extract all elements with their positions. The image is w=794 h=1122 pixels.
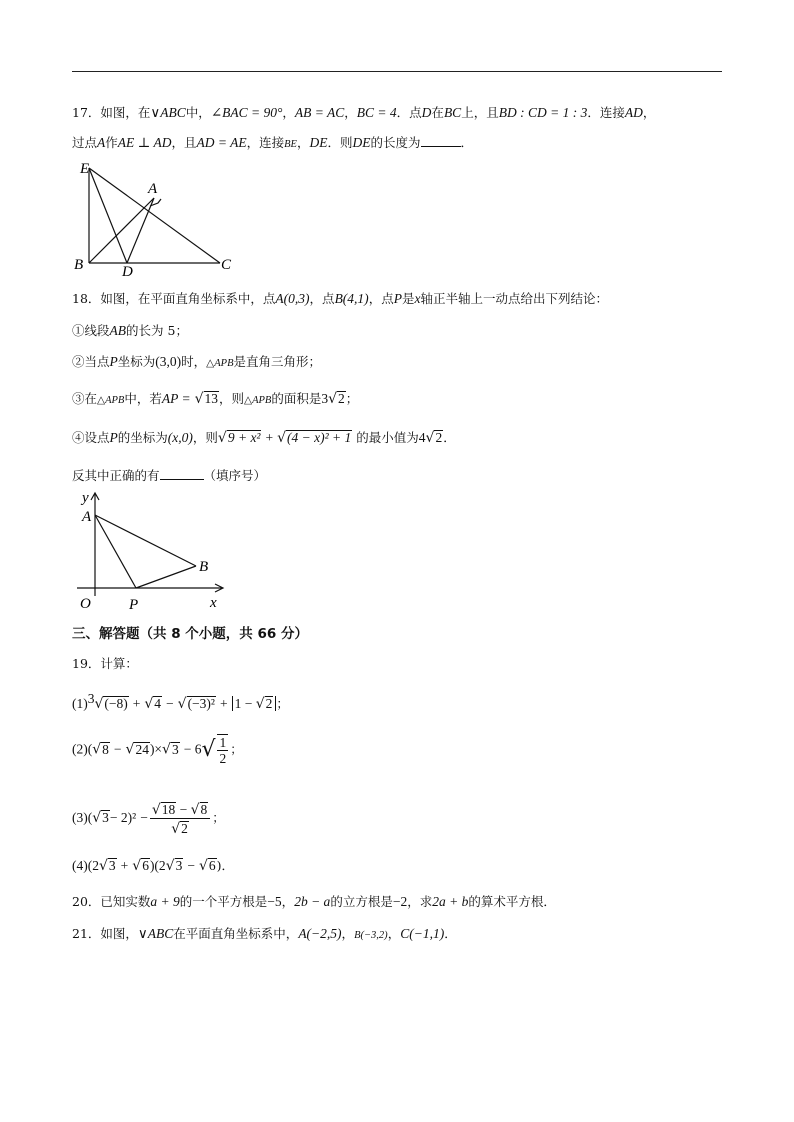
segment-AB: [95, 515, 196, 566]
label-E: E: [80, 161, 90, 177]
segment-PB: [136, 566, 196, 588]
label-A: A: [148, 181, 158, 197]
q18-question: 反其中正确的有 （填序号）: [72, 468, 267, 483]
label-A: A: [82, 509, 92, 525]
q19-part4: (4)(2√3 + √6)(2√3 − √6)．: [72, 858, 235, 874]
q17-line2: 过点A作AE ⊥ AD，且AD = AE，连接BE，DE．则DE的长度为 ．: [72, 135, 474, 150]
label-B: B: [199, 559, 209, 575]
q19-part1: $(1)^3√(-8) + √4 - √(-3)^2 + 1 - √2$ ；: [72, 691, 289, 713]
section-title: 三、解答题（共 8 个小题，共 66 分）: [72, 626, 308, 642]
q19-part2: (2)(√8 − √24)×√3 − 6√ $\frac{1}{2}$ ；: [72, 735, 243, 766]
answer-blank-17[interactable]: [421, 134, 461, 147]
label-D: D: [122, 264, 133, 279]
q18-figure: [72, 488, 232, 614]
answer-blank-18[interactable]: [160, 467, 204, 480]
axis-label-x: x: [210, 595, 217, 611]
q20: 20．已知实数a + 9的一个平方根是−5，2b − a的立方根是−2，求2a + b的算术平方根．: [72, 894, 556, 909]
q19-title: 19．计算：: [72, 656, 138, 671]
axis-label-y: y: [82, 490, 89, 506]
q18-conclusion-2: ②当点P坐标为(3,0)时，△APB是直角三角形；: [72, 354, 322, 369]
label-P: P: [129, 597, 139, 613]
q21: 21．如图，∨ABC在平面直角坐标系中，A(−2,5)，B(−3,2)，C(−1,1)．: [72, 926, 457, 941]
label-C: C: [221, 257, 232, 273]
header-rule: [72, 71, 722, 72]
label-O: O: [80, 596, 91, 612]
q17-figure: [70, 157, 240, 279]
q18-conclusion-1: ①线段AB的长为 5；: [72, 323, 188, 338]
q19-part3: (3)(√3− 2)² − $\frac{√18 - √8}{√2}$ ；: [72, 802, 225, 837]
label-B: B: [74, 257, 84, 273]
segment-BA: [89, 198, 154, 263]
q17-line1: 17．如图，在∨ABC中，∠BAC = 90°，AB = AC，BC = 4．点D在BC上，且BD : CD = 1 : 3．连接AD，: [72, 105, 656, 120]
q18-line1: 18．如图，在平面直角坐标系中，点A(0,3)，点B(4,1)，点P是x轴正半轴上一动点给出下列结论：: [72, 291, 608, 306]
segment-AD: [127, 198, 154, 263]
q18-conclusion-4: ④设点P的坐标为(x,0)，则√9 + x² + √(4 − x)² + 1 的最小值为4√2．: [72, 430, 456, 446]
q18-conclusion-3: ③在△APB中，若AP = √13，则△APB的面积是3√2；: [72, 391, 359, 407]
